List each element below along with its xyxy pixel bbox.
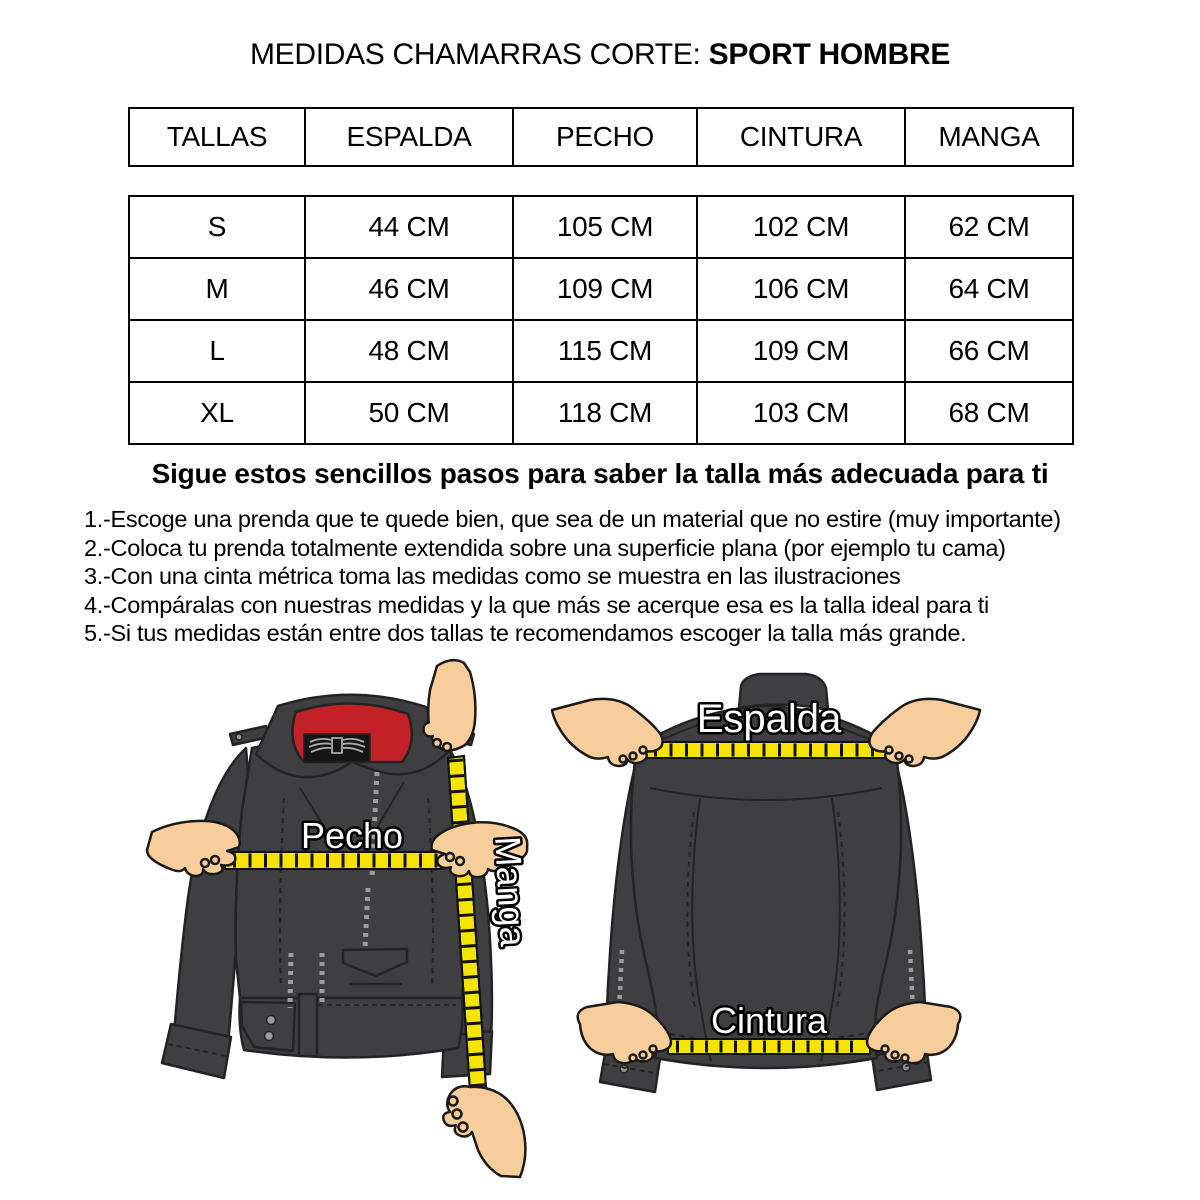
cell-cintura: 103 CM xyxy=(698,383,906,443)
table-row-s xyxy=(130,197,1072,259)
guide-step-3: 3.-Con una cinta métrica toma las medidas como se muestra en las ilustraciones xyxy=(84,563,901,589)
cell-cintura: 106 CM xyxy=(698,259,906,319)
cell-talla: S xyxy=(130,197,306,257)
cell-espalda: 46 CM xyxy=(306,259,514,319)
cell-talla: L xyxy=(130,321,306,381)
cell-manga: 68 CM xyxy=(948,397,1030,428)
cell-manga: 62 CM xyxy=(948,211,1030,242)
manga-label: Manga xyxy=(487,835,534,948)
size-table-header xyxy=(128,107,1074,167)
cell-cintura: 102 CM xyxy=(698,197,906,257)
cell-manga: 64 CM xyxy=(948,273,1030,304)
guide-steps xyxy=(84,505,1174,648)
header-espalda: ESPALDA xyxy=(306,109,514,165)
guide-step-2: 2.-Coloca tu prenda totalmente extendida sobre una superficie plana (por ejemplo tu cama) xyxy=(84,534,1006,561)
hand-manga-top-icon xyxy=(424,660,476,751)
table-row-xl xyxy=(130,383,1072,443)
header-pecho: PECHO xyxy=(514,109,698,165)
hand-left-espalda-icon xyxy=(552,699,663,766)
hand-manga-bottom-icon xyxy=(443,1086,525,1177)
cell-pecho: 115 CM xyxy=(514,321,698,381)
table-row-l xyxy=(130,321,1072,383)
table-row-m xyxy=(130,259,1072,321)
page-title-cut: SPORT HOMBRE xyxy=(708,38,951,71)
cell-pecho: 105 CM xyxy=(514,197,698,257)
measurement-illustration xyxy=(0,650,1200,1200)
cell-pecho: 109 CM xyxy=(514,259,698,319)
cell-pecho: 118 CM xyxy=(514,383,698,443)
guide-step-4: 4.-Compáralas con nuestras medidas y la que más se acerque esa es la talla ideal para ti xyxy=(84,591,989,618)
hand-right-espalda-icon xyxy=(869,699,980,766)
header-cintura: CINTURA xyxy=(698,109,906,165)
cell-espalda: 50 CM xyxy=(306,383,514,443)
cintura-tape xyxy=(668,1039,870,1054)
guide-heading: Sigue estos sencillos pasos para saber la talla más adecuada para ti xyxy=(151,458,1049,489)
front-jacket-illustration xyxy=(162,695,492,1078)
cell-talla: M xyxy=(130,259,306,319)
cintura-label: Cintura xyxy=(710,1000,828,1041)
size-table-body xyxy=(128,195,1074,445)
header-tallas: TALLAS xyxy=(130,109,306,165)
cell-espalda: 48 CM xyxy=(306,321,514,381)
guide-step-1: 1.-Escoge una prenda que te quede bien, que sea de un material que no estire (muy importante) xyxy=(84,506,1061,532)
header-manga: MANGA xyxy=(938,121,1040,152)
page-title xyxy=(0,38,1200,72)
guide-step-5: 5.-Si tus medidas están entre dos tallas te recomendamos escoger la talla más grande. xyxy=(84,620,967,646)
cell-espalda: 44 CM xyxy=(306,197,514,257)
cell-talla: XL xyxy=(130,383,306,443)
cell-manga: 66 CM xyxy=(948,335,1030,366)
page-title-prefix: MEDIDAS CHAMARRAS CORTE: xyxy=(249,38,709,71)
espalda-label: Espalda xyxy=(696,697,842,741)
cell-cintura: 109 CM xyxy=(698,321,906,381)
espalda-tape xyxy=(645,742,893,758)
pecho-label: Pecho xyxy=(300,815,404,856)
